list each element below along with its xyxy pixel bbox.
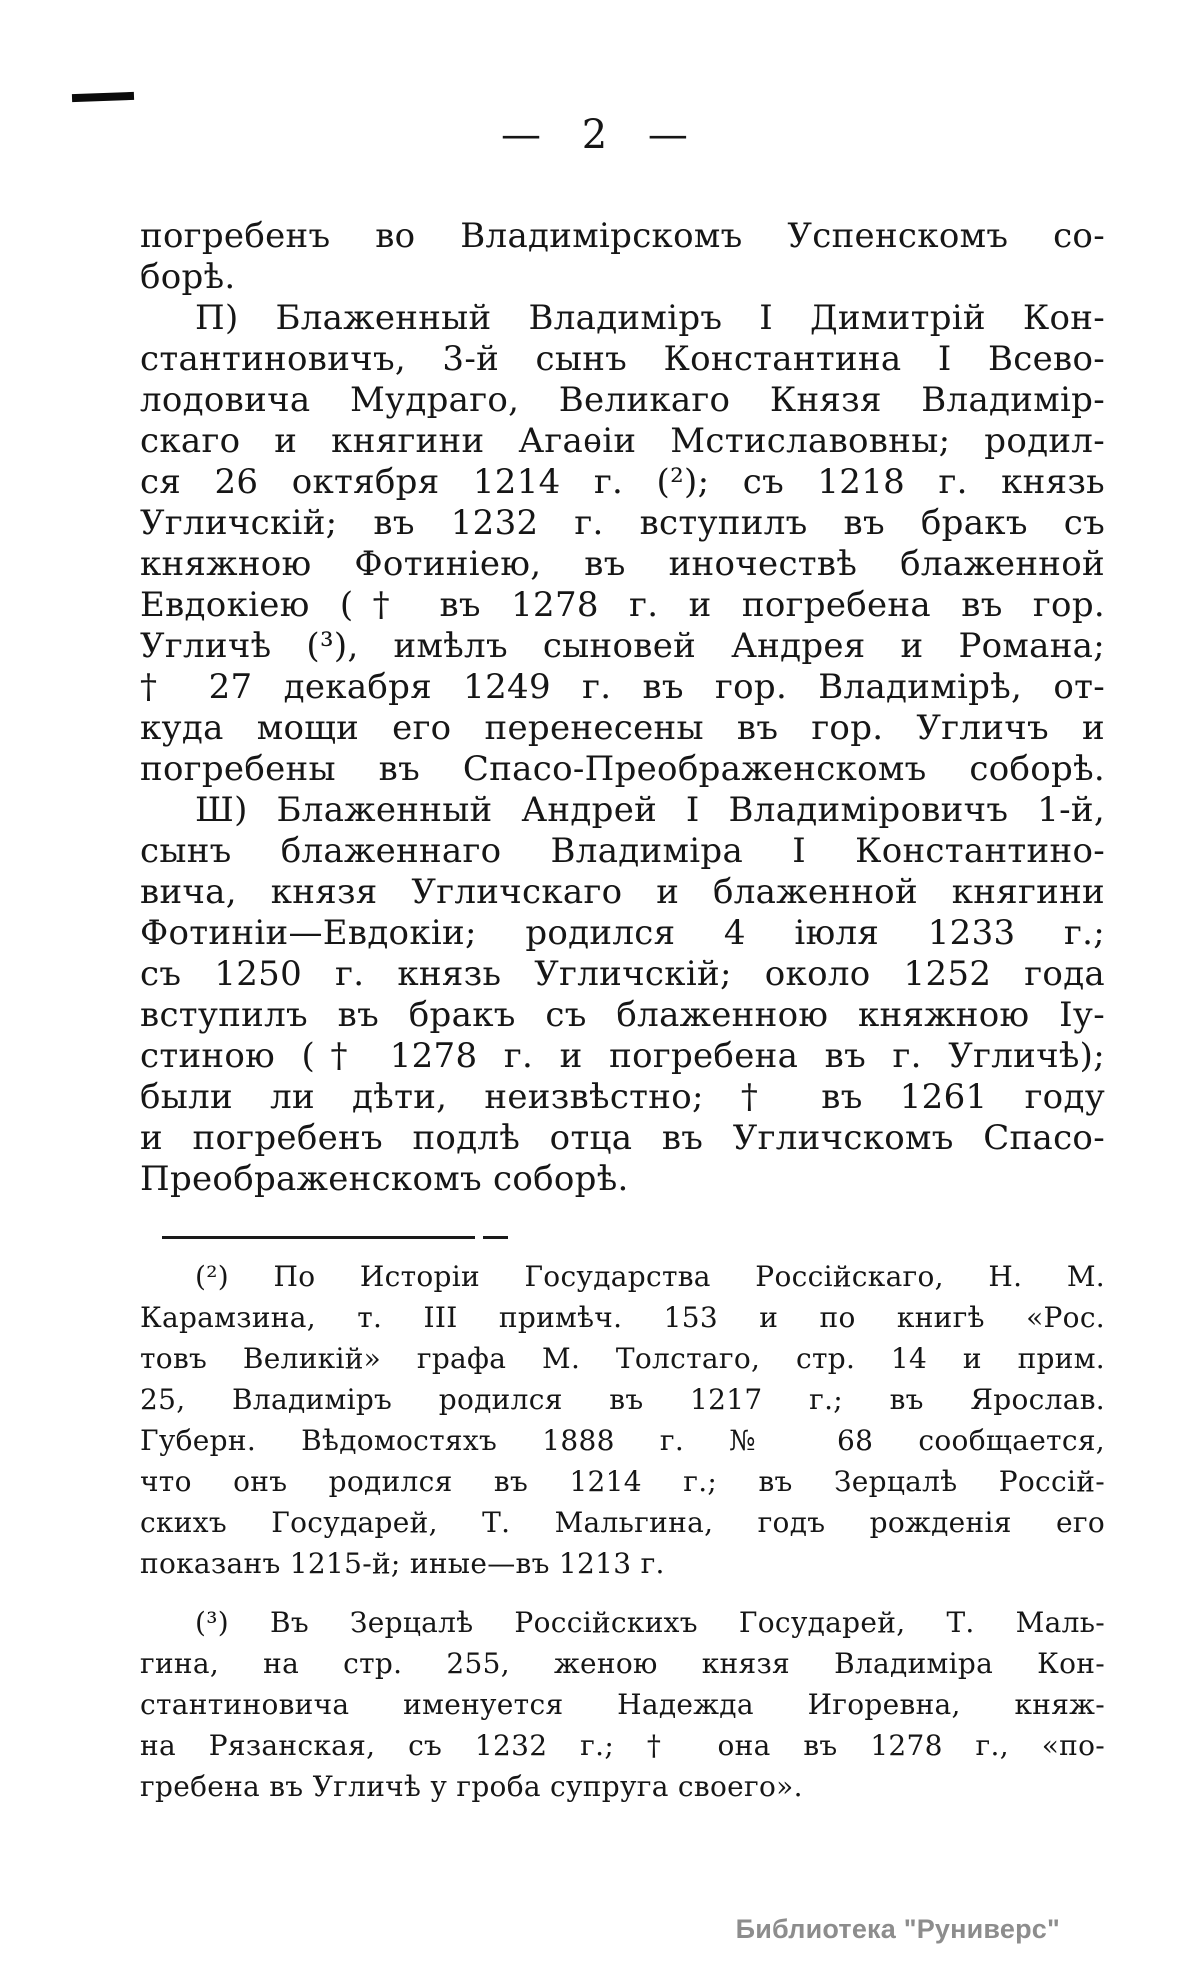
text-line: сынъ блаженнаго Владиміра I Константино- — [140, 831, 1105, 871]
footnote-line: товъ Великій» графа М. Толстаго, стр. 14 и прим. — [140, 1342, 1105, 1375]
scan-edge-artifact — [72, 92, 134, 102]
text-line: лодовича Мудраго, Великаго Князя Владимір- — [140, 380, 1105, 420]
text-line: Преображенскомъ соборѣ. — [140, 1159, 629, 1199]
text-line: Угличскій; въ 1232 г. вступилъ въ бракъ съ — [140, 503, 1105, 543]
text-line: Угличѣ (³), имѣлъ сыновей Андрея и Романа; — [140, 626, 1105, 666]
text-line: погребены въ Спасо-Преображенскомъ соборѣ. — [140, 749, 1105, 789]
paragraph-andrey — [140, 790, 1105, 1200]
footnote-line: гина, на стр. 255, женою князя Владиміра Кон- — [140, 1647, 1105, 1680]
footnote-2 — [140, 1256, 1105, 1584]
text-line: куда мощи его перенесены въ гор. Угличъ и — [140, 708, 1105, 748]
footnote-line: скихъ Государей, Т. Мальгина, годъ рожденія его — [140, 1506, 1105, 1539]
footnote-line: (³) Въ Зерцалѣ Россійскихъ Государей, Т. Маль- — [195, 1606, 1105, 1639]
footnote-line: стантиновича именуется Надежда Игоревна, княж- — [140, 1688, 1105, 1721]
paragraph-vladimir — [140, 298, 1105, 790]
footnote-line: что онъ родился въ 1214 г.; въ Зерцалѣ Россій- — [140, 1465, 1105, 1498]
text-line: съ 1250 г. князь Угличскій; около 1252 года — [140, 954, 1105, 994]
footnotes-block — [140, 1256, 1105, 1807]
footnote-line: показанъ 1215-й; иные—въ 1213 г. — [140, 1547, 665, 1580]
text-line: и погребенъ подлѣ отца въ Угличскомъ Спасо- — [140, 1118, 1105, 1158]
text-line: стиною († 1278 г. и погребена въ г. Угличѣ); — [140, 1036, 1105, 1076]
text-line: стантиновичъ, 3-й сынъ Константина I Всево- — [140, 339, 1105, 379]
text-line: погребенъ во Владимірскомъ Успенскомъ со- — [140, 216, 1105, 256]
text-line: княжною Фотиніею, въ иночествѣ блаженной — [140, 544, 1105, 584]
footnote-line: 25, Владиміръ родился въ 1217 г.; въ Ярослав. — [140, 1383, 1105, 1416]
text-line: † 27 декабря 1249 г. въ гор. Владимірѣ, от- — [140, 667, 1105, 707]
separator-segment — [483, 1236, 508, 1239]
separator-segment — [162, 1236, 475, 1239]
text-line: Ш) Блаженный Андрей I Владиміровичъ 1-й, — [195, 790, 1105, 830]
footnote-line: гребена въ Угличѣ у гроба супруга своего». — [140, 1770, 803, 1803]
text-line: ся 26 октября 1214 г. (²); съ 1218 г. князь — [140, 462, 1105, 502]
text-line: скаго и княгини Агаѳіи Мстиславовны; родил- — [140, 421, 1105, 461]
footnote-separator-rule — [162, 1236, 508, 1239]
footnote-3 — [140, 1602, 1105, 1807]
footnote-line: Карамзина, т. III примѣч. 153 и по книгѣ «Рос. — [140, 1301, 1105, 1334]
text-line: борѣ. — [140, 257, 236, 297]
text-line: вича, князя Угличскаго и блаженной княгини — [140, 872, 1105, 912]
main-text-block — [140, 216, 1105, 1200]
footnote-line: (²) По Исторіи Государства Россійскаго, Н. М. — [195, 1260, 1105, 1293]
footnote-line: Губерн. Вѣдомостяхъ 1888 г. № 68 сообщается, — [140, 1424, 1105, 1457]
text-line: Фотиніи—Евдокіи; родился 4 іюля 1233 г.; — [140, 913, 1105, 953]
paragraph-continuation — [140, 216, 1105, 298]
page-number: — 2 — — [501, 112, 689, 158]
library-watermark: Библиотека "Руниверс" — [735, 1914, 1060, 1944]
text-line: П) Блаженный Владиміръ I Димитрій Кон- — [195, 298, 1105, 338]
text-line: были ли дѣти, неизвѣстно; † въ 1261 году — [140, 1077, 1105, 1117]
footnote-line: на Рязанская, съ 1232 г.; † она въ 1278 г., «по- — [140, 1729, 1105, 1762]
text-line: Евдокіею († въ 1278 г. и погребена въ гор. — [140, 585, 1105, 625]
text-line: вступилъ въ бракъ съ блаженною княжною Іу- — [140, 995, 1105, 1035]
